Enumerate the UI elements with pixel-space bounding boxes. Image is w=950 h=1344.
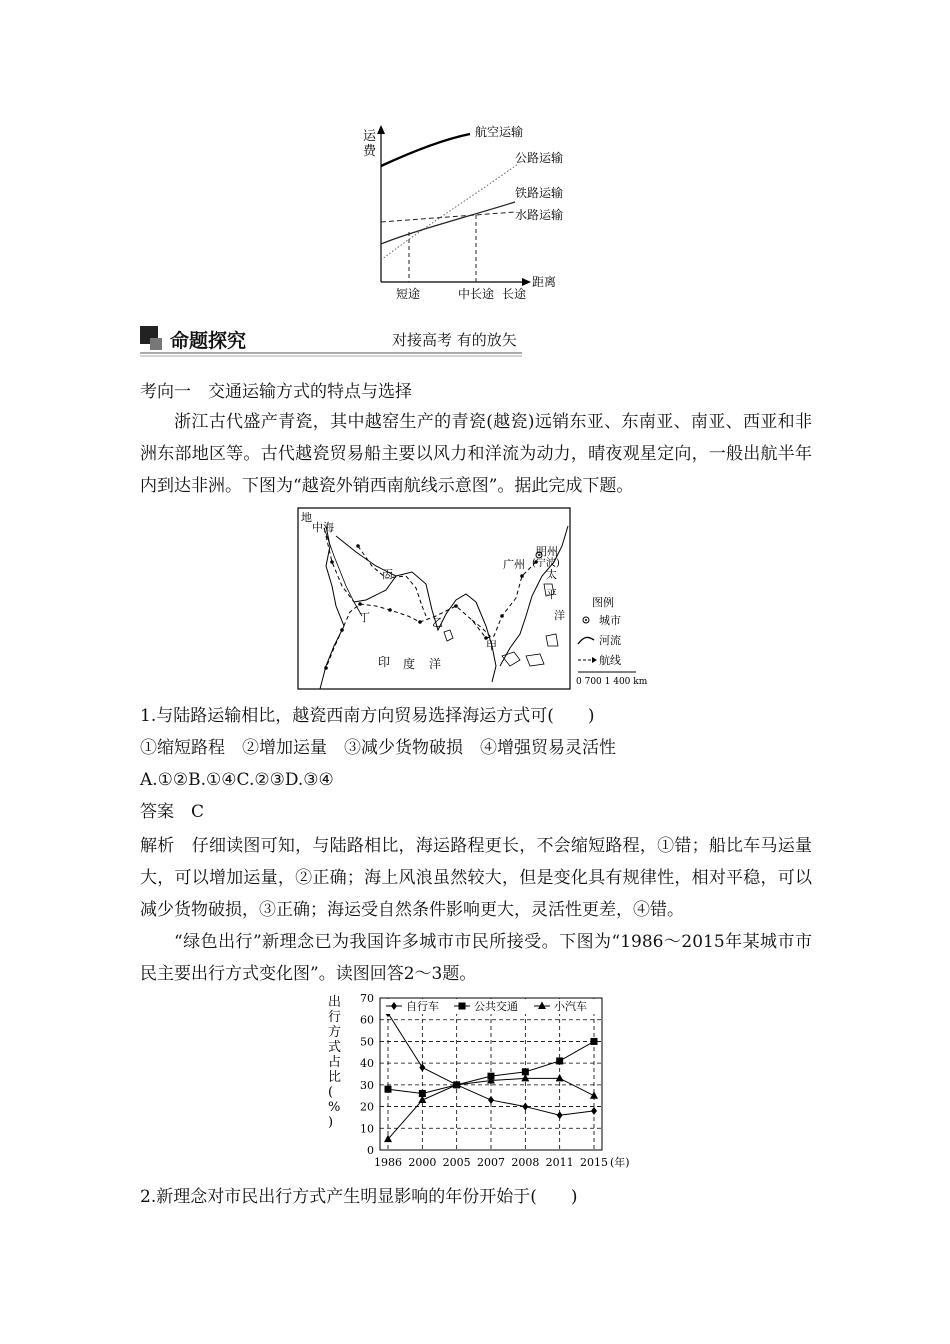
label-indian-2: 度 (403, 657, 416, 671)
legend-city-icon-dot (585, 619, 587, 621)
green-paragraph: “绿色出行”新理念已为我国许多城市市民所接受。下图为“1986～2015年某城市市民主要出行方式变化图”。读图回答2～3题。 (140, 932, 812, 984)
y-axis-label: 运 (363, 129, 377, 144)
label-ping: 平 (546, 588, 557, 601)
data-point-square (385, 1086, 392, 1093)
x-tick-label: 1986 (374, 1156, 402, 1169)
y-label-char: ) (328, 1115, 334, 1130)
y-label-char: % (328, 1100, 341, 1115)
tick-short: 短途 (396, 287, 421, 300)
label-yi: 乙 (432, 616, 443, 629)
q1-answer: 答案 C (140, 802, 205, 822)
road-transport-line (381, 164, 518, 260)
x-tick-label: 2011 (545, 1156, 574, 1169)
y-tick-label: 10 (360, 1122, 374, 1136)
trade-route-map (296, 506, 661, 692)
legend-route-arrow (592, 657, 597, 663)
intro-paragraph: 浙江古代盛产青瓷，其中越窑生产的青瓷(越瓷)远销东亚、东南亚、南亚、西亚和非洲东部地区等。古代越瓷贸易船主要以风力和洋流为动力，晴夜观星定向，一般出航半年内到达非洲。下图为“越瓷外销西南航线示意图”。据此完成下题。 (140, 412, 812, 496)
q1-analysis: 解析 仔细读图可知，与陆路相比，海运路程更长，不会缩短路程，①错；船比车马运量大，可以增加运量，②正确；海上风浪虽然较大，但是变化具有规律性，相对平稳，可以减少货物破损，③正确；海运受自然条件影响更大，灵活性更差，④错。 (140, 836, 812, 920)
air-transport-line (381, 134, 470, 166)
y-tick-label: 50 (360, 1035, 374, 1049)
chart-legend (382, 999, 600, 1014)
y-tick-label: 0 (367, 1144, 374, 1157)
x-axis-label: 距离 (532, 275, 557, 289)
y-label-char: 方 (328, 1025, 342, 1040)
section-slogan: 对接高考 有的放矢 (392, 331, 517, 349)
x-tick-label: 2008 (511, 1156, 540, 1169)
data-point-square (556, 1057, 563, 1064)
y-tick-label: 60 (360, 1013, 374, 1027)
x-tick-label: 2007 (477, 1156, 505, 1169)
y-label-char: 占 (328, 1055, 342, 1070)
data-point-diamond (557, 1111, 563, 1119)
water-transport-line (381, 212, 515, 222)
rail-transport-line (381, 202, 515, 244)
label-guangzhou: 广州 (503, 558, 525, 571)
tick-medium: 中长途 (458, 287, 495, 300)
series-line-triangle (388, 1078, 594, 1139)
travel-mode-chart (320, 990, 640, 1180)
data-point-diamond (591, 1107, 597, 1115)
data-point-triangle (556, 1074, 564, 1082)
q2-stem: 2.新理念对市民出行方式产生明显影响的年份开始于( ) (140, 1187, 578, 1207)
legend-label: 公共交通 (474, 1000, 518, 1013)
road-label: 公路运输 (515, 151, 564, 165)
y-tick-label: 30 (360, 1078, 374, 1092)
y-axis-arrow (377, 125, 385, 134)
label-indian-1: 印 (378, 655, 391, 669)
water-label: 水路运输 (515, 208, 564, 222)
x-tick-label: 2015 (580, 1156, 608, 1169)
label-ningbo: (宁波) (532, 558, 560, 569)
y-axis-label-2: 费 (363, 144, 377, 159)
legend-title: 图例 (592, 596, 614, 609)
label-mediterranean-1: 地 (301, 511, 312, 524)
y-label-char: ( (328, 1085, 334, 1100)
y-label-char: 出 (328, 995, 342, 1010)
x-axis-arrow (522, 278, 531, 286)
chart-ylabel (328, 994, 341, 1130)
air-label: 航空运输 (475, 125, 524, 139)
data-point-diamond (522, 1103, 528, 1111)
q1-choices: A.①②B.①④C.②③D.③④ (140, 770, 334, 790)
data-point-square (591, 1038, 598, 1045)
y-tick-label: 40 (360, 1057, 374, 1071)
label-indian-3: 洋 (429, 657, 442, 671)
rail-label: 铁路运输 (515, 186, 564, 200)
legend-marker-square (459, 1003, 466, 1010)
label-jia: 甲 (486, 639, 497, 652)
data-point-triangle (590, 1091, 598, 1099)
y-label-char: 比 (328, 1070, 342, 1085)
y-label-char: 行 (328, 1010, 342, 1025)
x-tick-label: 2000 (408, 1156, 437, 1169)
legend-scale: 0 700 1 400 km (576, 677, 648, 687)
legend-label: 自行车 (406, 1000, 439, 1013)
legend-city: 城市 (599, 614, 621, 627)
label-mediterranean-2: 中海 (312, 521, 334, 534)
q1-stem: 1.与陆路运输相比，越瓷西南方向贸易选择海运方式可( ) (140, 706, 595, 726)
label-bing: 丙 (382, 568, 393, 581)
x-axis-label: (年) (610, 1156, 630, 1169)
legend-route: 航线 (599, 654, 621, 667)
section-icon (140, 326, 164, 352)
label-yang-pacific: 洋 (554, 609, 565, 622)
data-point-diamond (488, 1096, 494, 1104)
y-tick-label: 20 (360, 1100, 374, 1114)
tick-long: 长途 (502, 287, 527, 300)
legend-river: 河流 (599, 634, 621, 647)
direction-heading: 考向一 交通运输方式的特点与选择 (140, 382, 412, 402)
y-tick-label: 70 (360, 992, 374, 1005)
transport-cost-chart (360, 120, 600, 300)
section-title: 命题探究 (170, 330, 247, 352)
x-tick-label: 2005 (442, 1156, 471, 1169)
label-tai: 太 (546, 568, 557, 581)
label-ding: 丁 (359, 611, 370, 624)
section-header (140, 324, 522, 356)
label-mingzhou: 明州 (536, 545, 558, 558)
q1-options: ①缩短路程 ②增加运量 ③减少货物破损 ④增强贸易灵活性 (140, 738, 616, 758)
legend-river-icon (578, 637, 594, 644)
section-underline (140, 350, 522, 358)
legend-label: 小汽车 (554, 1000, 587, 1013)
y-label-char: 式 (328, 1040, 342, 1055)
